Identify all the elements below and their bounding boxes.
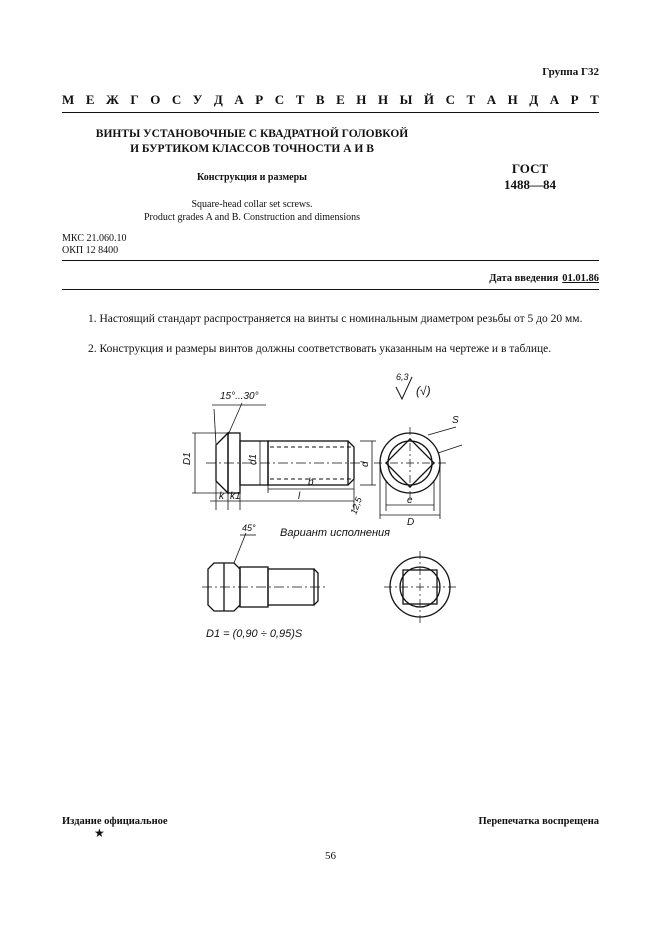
local-roughness-label: 12,5 [348,495,364,516]
english-title-line-2: Product grades A and B. Construction and dimensions [143,212,361,223]
gost-designation [470,161,590,193]
banner-letter: А [486,92,497,107]
screw-side-view [206,433,366,493]
english-title [62,198,442,224]
codes-divider [62,260,599,261]
s-label: S [452,415,459,426]
roughness-value: 6,3 [396,372,409,382]
banner-letter: Т [295,92,305,107]
okp-code: ОКП 12 8400 [62,245,119,256]
star-icon: ★ [94,826,105,840]
classification-codes [62,233,126,257]
standard-banner [62,92,599,108]
english-title-line-1: Square-head collar set screws. [191,199,313,210]
banner-letter: А [234,92,244,107]
d-label: d [360,461,371,467]
banner-letter: В [315,92,325,107]
banner-letter: С [445,92,455,107]
edition-label: Издание официальное [62,816,168,827]
document-subtitle: Конструкция и размеры [197,172,307,183]
banner-letter: Н [356,92,367,107]
banner-letter: Ы [399,92,413,107]
variant-end-view [384,551,456,623]
roughness-paren: (√) [416,384,431,398]
d1-upper-label: D1 [182,452,193,465]
l-label: l [298,491,301,502]
k-label: k [219,491,224,502]
banner-letter: Т [466,92,476,107]
banner-letter: Р [570,92,579,107]
d1-formula: D1 = (0,90 ÷ 0,95)S [206,628,303,640]
k1-label: k1 [230,491,241,502]
intro-date-value: 01.01.86 [562,273,599,284]
variant-caption: Вариант исполнения [280,527,391,539]
title-line-1: ВИНТЫ УСТАНОВОЧНЫЕ С КВАДРАТНОЙ ГОЛОВКОЙ [95,128,409,140]
banner-letter: Е [85,92,95,107]
banner-letter: Ж [106,92,119,107]
intro-divider [62,289,599,290]
page-number: 56 [325,850,336,862]
reprint-notice: Перепечатка воспрещена [478,816,599,827]
banner-letter: О [150,92,161,107]
end-dimensions [380,427,462,519]
banner-letter: С [171,92,182,107]
mks-code: МКС 21.060.10 [62,233,127,244]
banner-letter: Т [590,92,599,107]
title-line-2: И БУРТИКОМ КЛАССОВ ТОЧНОСТИ А И В [130,143,374,155]
gost-number: 1488—84 [504,177,556,192]
banner-letter: С [274,92,285,107]
gost-label: ГОСТ [511,161,549,176]
group-code: Группа Г32 [542,66,599,78]
b-label: b [308,477,314,488]
e-label: e [407,495,413,506]
banner-letter: Н [507,92,518,107]
banner-letter: А [549,92,560,107]
screw-end-view [374,427,446,499]
banner-letter: Г [130,92,139,107]
document-title [62,127,442,157]
header-divider [62,112,599,113]
banner-letter: Д [213,92,223,107]
variant-side-view [202,533,326,611]
banner-letter: Р [255,92,264,107]
banner-letter: У [192,92,203,107]
banner-letter: Н [377,92,389,107]
banner-letter: Д [529,92,539,107]
introduction-date [489,273,599,284]
variant-angle-label: 45° [242,523,256,533]
big-d-label: D [407,517,415,528]
banner-letter: Й [423,92,435,107]
chamfer-angle-label: 15°...30° [220,391,259,402]
paragraph-2: 2. Конструкция и размеры винтов должны соответствовать указанным на чертеже и в таблице. [88,343,552,355]
banner-letter: Е [336,92,345,107]
d1-lower-label: d1 [248,453,259,465]
screw-drawing [170,365,500,645]
intro-date-label: Дата введения [489,273,559,284]
banner-letter: М [62,92,75,107]
paragraph-1: 1. Настоящий стандарт распространяется на винты с номинальным диаметром резьбы от 5 до 20 мм. [88,313,583,325]
